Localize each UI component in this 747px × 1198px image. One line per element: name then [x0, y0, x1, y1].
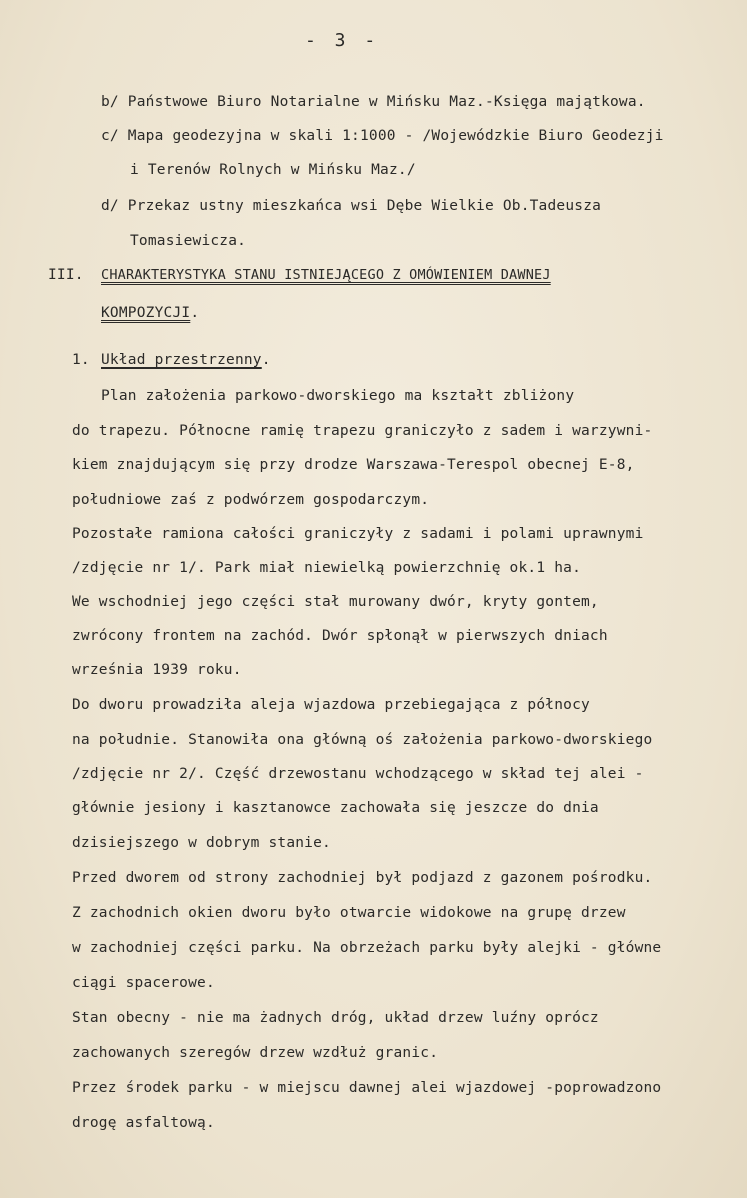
source-c-cont: i Terenów Rolnych w Mińsku Maz./: [130, 162, 416, 178]
body-line: Pozostałe ramiona całości graniczyły z sadami i polami uprawnymi: [72, 526, 644, 542]
body-line: głównie jesiony i kasztanowce zachowała się jeszcze do dnia: [72, 800, 599, 816]
body-line: południowe zaś z podwórzem gospodarczym.: [72, 492, 430, 508]
section-number: III.: [48, 267, 84, 283]
section-title-line2-wrap: [101, 304, 199, 322]
body-line: na południe. Stanowiła ona główną oś założenia parkowo-dworskiego: [72, 732, 653, 748]
subsection-heading: [101, 351, 271, 369]
subsection-title-end: .: [261, 352, 271, 368]
section-title-line1: CHARAKTERYSTYKA STANU ISTNIEJĄCEGO Z OMÓWIENIEM DAWNEJ: [101, 267, 551, 283]
source-c: c/ Mapa geodezyjna w skali 1:1000 - /Wojewódzkie Biuro Geodezji: [101, 128, 664, 144]
body-line: Przez środek parku - w miejscu dawnej alei wjazdowej -poprowadzono: [72, 1080, 662, 1096]
source-d: d/ Przekaz ustny mieszkańca wsi Dębe Wielkie Ob.Tadeusza: [101, 198, 602, 214]
body-line: Przed dworem od strony zachodniej był podjazd z gazonem pośrodku.: [72, 870, 653, 886]
body-line: Z zachodnich okien dworu było otwarcie widokowe na grupę drzew: [72, 905, 626, 921]
body-line: w zachodniej części parku. Na obrzeżach parku były alejki - główne: [72, 940, 662, 956]
section-title-line2: KOMPOZYCJI: [101, 305, 191, 321]
body-line: Plan założenia parkowo-dworskiego ma kształt zbliżony: [101, 388, 575, 404]
body-line: Do dworu prowadziła aleja wjazdowa przebiegająca z północy: [72, 697, 590, 713]
source-b: b/ Państwowe Biuro Notarialne w Mińsku Maz.-Księga majątkowa.: [101, 94, 646, 110]
body-line: ciągi spacerowe.: [72, 975, 215, 991]
body-line: dzisiejszego w dobrym stanie.: [72, 835, 331, 851]
body-line: Stan obecny - nie ma żadnych dróg, układ drzew luźny oprócz: [72, 1010, 599, 1026]
body-line: /zdjęcie nr 1/. Park miał niewielką powierzchnię ok.1 ha.: [72, 560, 581, 576]
body-line: do trapezu. Północne ramię trapezu graniczyło z sadem i warzywni-: [72, 423, 653, 439]
source-d-cont: Tomasiewicza.: [130, 233, 247, 249]
subsection-title: Układ przestrzenny: [101, 352, 262, 368]
body-line: zwrócony frontem na zachód. Dwór spłonął w pierwszych dniach: [72, 628, 608, 644]
body-line: drogę asfaltową.: [72, 1115, 215, 1131]
page-number: - 3 -: [305, 30, 380, 51]
body-line: września 1939 roku.: [72, 662, 242, 678]
section-title-end: .: [190, 305, 200, 321]
subsection-number: 1.: [72, 352, 90, 368]
body-line: We wschodniej jego części stał murowany dwór, kryty gontem,: [72, 594, 599, 610]
body-line: kiem znajdującym się przy drodze Warszawa-Terespol obecnej E-8,: [72, 457, 635, 473]
body-line: zachowanych szeregów drzew wzdłuż granic.: [72, 1045, 439, 1061]
body-line: /zdjęcie nr 2/. Część drzewostanu wchodzącego w skład tej alei -: [72, 766, 644, 782]
